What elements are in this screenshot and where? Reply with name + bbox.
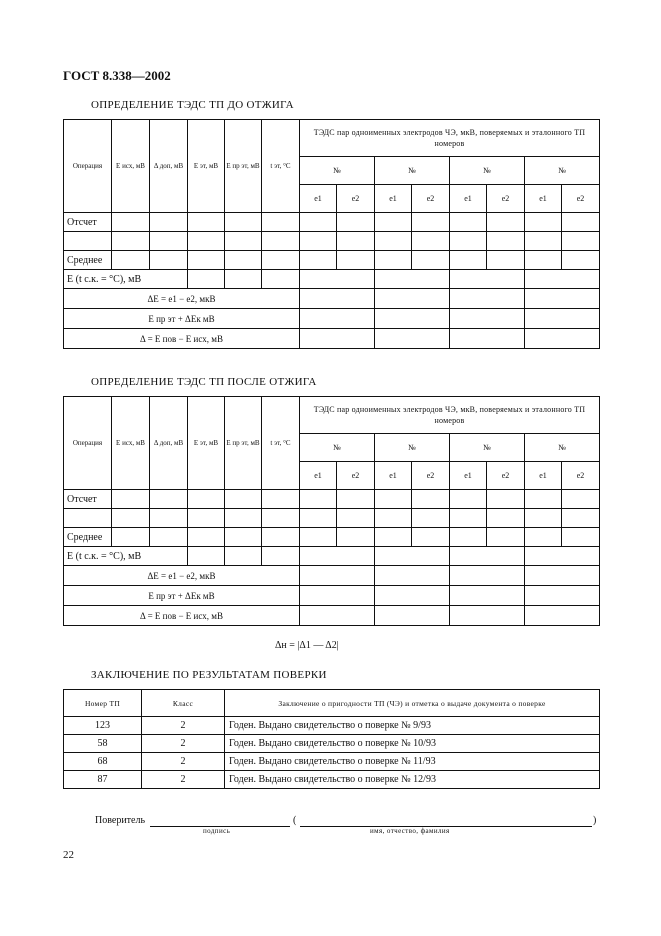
tp-number: 123: [64, 717, 142, 735]
table1-title: ОПРЕДЕЛЕНИЕ ТЭДС ТП ДО ОТЖИГА: [91, 99, 294, 111]
data-cell[interactable]: [487, 232, 525, 251]
conclusion-title: ЗАКЛЮЧЕНИЕ ПО РЕЗУЛЬТАТАМ ПОВЕРКИ: [91, 669, 327, 681]
data-cell[interactable]: [450, 251, 487, 270]
data-cell[interactable]: [525, 509, 562, 528]
header-e2: e2: [337, 185, 375, 213]
header-no: №: [300, 434, 375, 462]
data-cell[interactable]: [300, 329, 375, 349]
header-operation: Операция: [64, 120, 112, 213]
data-cell[interactable]: [562, 509, 600, 528]
tedc-after-annealing-table: [63, 396, 600, 626]
data-cell[interactable]: [562, 213, 600, 232]
data-cell[interactable]: [525, 270, 600, 289]
data-cell[interactable]: [450, 606, 525, 626]
data-cell[interactable]: [300, 251, 337, 270]
data-cell[interactable]: [375, 270, 450, 289]
data-cell[interactable]: [450, 213, 487, 232]
tp-number: 58: [64, 735, 142, 753]
formula-delta: Δ = E пов − E исх, мВ: [64, 329, 300, 349]
header-e2: e2: [337, 462, 375, 490]
data-cell[interactable]: [562, 528, 600, 547]
header-e-ishx: E исх, мВ: [112, 397, 150, 490]
data-cell[interactable]: [450, 586, 525, 606]
data-cell[interactable]: [188, 251, 225, 270]
data-cell[interactable]: [188, 213, 225, 232]
data-cell[interactable]: [412, 528, 450, 547]
data-cell[interactable]: [412, 213, 450, 232]
data-cell[interactable]: [487, 490, 525, 509]
data-cell[interactable]: [300, 232, 337, 251]
table2-title: ОПРЕДЕЛЕНИЕ ТЭДС ТП ПОСЛЕ ОТЖИГА: [91, 376, 317, 388]
data-cell[interactable]: [487, 213, 525, 232]
tp-class: 2: [142, 717, 225, 735]
data-cell[interactable]: [262, 490, 300, 509]
data-cell[interactable]: [112, 509, 150, 528]
table-row: [64, 717, 600, 735]
header-no: №: [375, 434, 450, 462]
signer-label: Поверитель: [95, 815, 146, 826]
data-cell[interactable]: [337, 251, 375, 270]
header-e1: e1: [300, 462, 337, 490]
data-cell[interactable]: [188, 509, 225, 528]
header-e-np: E пр эт, мВ: [225, 397, 262, 490]
header-e1: e1: [525, 462, 562, 490]
tp-number: 87: [64, 771, 142, 789]
data-cell[interactable]: [450, 509, 487, 528]
data-cell[interactable]: [150, 509, 188, 528]
tp-class: 2: [142, 771, 225, 789]
data-cell[interactable]: [262, 232, 300, 251]
header-e2: e2: [487, 462, 525, 490]
data-cell[interactable]: [262, 528, 300, 547]
row-label-e-line: E (t с.к. = °С), мВ: [64, 547, 188, 566]
tp-class: 2: [142, 753, 225, 771]
data-cell[interactable]: [375, 329, 450, 349]
header-e1: e1: [300, 185, 337, 213]
formula-delta-e: ΔE = e1 − e2, мкВ: [64, 566, 300, 586]
row-label-average: Среднее: [64, 251, 112, 270]
data-cell[interactable]: [412, 251, 450, 270]
data-cell[interactable]: [450, 309, 525, 329]
header-e1: e1: [375, 185, 412, 213]
conclusion-header-text: Заключение о пригодности ТП (ЧЭ) и отметка о выдаче документа о поверке: [225, 690, 600, 717]
data-cell[interactable]: [188, 490, 225, 509]
header-e2: e2: [562, 462, 600, 490]
data-cell[interactable]: [525, 566, 600, 586]
data-cell[interactable]: [562, 490, 600, 509]
header-e-et: E эт, мВ: [188, 120, 225, 213]
data-cell[interactable]: [412, 509, 450, 528]
data-cell[interactable]: [150, 251, 188, 270]
data-cell[interactable]: [300, 566, 375, 586]
data-cell[interactable]: [450, 232, 487, 251]
table-row: [64, 753, 600, 771]
data-cell[interactable]: [375, 566, 450, 586]
data-cell[interactable]: [412, 232, 450, 251]
data-cell[interactable]: [225, 509, 262, 528]
data-cell[interactable]: [112, 213, 150, 232]
data-cell[interactable]: [300, 509, 337, 528]
data-cell[interactable]: [337, 213, 375, 232]
delta-n-formula: Δн = |Δ1 — Δ2|: [275, 640, 339, 651]
header-e1: e1: [450, 462, 487, 490]
data-cell[interactable]: [225, 232, 262, 251]
data-cell[interactable]: [337, 509, 375, 528]
data-cell[interactable]: [525, 329, 600, 349]
data-cell[interactable]: [525, 528, 562, 547]
header-no: №: [300, 157, 375, 185]
data-cell[interactable]: [375, 490, 412, 509]
header-e2: e2: [562, 185, 600, 213]
data-cell[interactable]: [300, 213, 337, 232]
data-cell[interactable]: [525, 309, 600, 329]
data-cell[interactable]: [225, 490, 262, 509]
data-cell[interactable]: [525, 606, 600, 626]
data-cell[interactable]: [188, 528, 225, 547]
data-cell[interactable]: [375, 528, 412, 547]
data-cell[interactable]: [525, 289, 600, 309]
data-cell[interactable]: [562, 251, 600, 270]
header-e-ishx: E исх, мВ: [112, 120, 150, 213]
data-cell[interactable]: [375, 289, 450, 309]
data-cell[interactable]: [262, 270, 300, 289]
data-cell[interactable]: [525, 213, 562, 232]
data-cell[interactable]: [375, 509, 412, 528]
data-cell[interactable]: [450, 329, 525, 349]
header-e2: e2: [412, 462, 450, 490]
tp-class: 2: [142, 735, 225, 753]
row-label-average: Среднее: [64, 528, 112, 547]
formula-e-np: E пр эт + ΔEк мВ: [64, 586, 300, 606]
data-cell[interactable]: [525, 586, 600, 606]
data-cell[interactable]: [450, 490, 487, 509]
data-cell[interactable]: [412, 490, 450, 509]
data-cell[interactable]: [300, 490, 337, 509]
tedc-before-annealing-table: [63, 119, 600, 349]
data-cell[interactable]: [64, 232, 112, 251]
data-cell[interactable]: [487, 528, 525, 547]
header-e1: e1: [450, 185, 487, 213]
header-e1: e1: [375, 462, 412, 490]
data-cell[interactable]: [150, 213, 188, 232]
header-delta-dop: Δ доп, мВ: [150, 397, 188, 490]
tp-conclusion: Годен. Выдано свидетельство о поверке № 9/93: [225, 717, 600, 735]
data-cell[interactable]: [188, 547, 225, 566]
data-cell[interactable]: [225, 270, 262, 289]
header-e-np: E пр эт, мВ: [225, 120, 262, 213]
tp-number: 68: [64, 753, 142, 771]
data-cell[interactable]: [450, 566, 525, 586]
data-cell[interactable]: [225, 547, 262, 566]
conclusion-table: [63, 689, 600, 789]
row-label-e-line: E (t с.к. = °С), мВ: [64, 270, 188, 289]
data-cell[interactable]: [188, 232, 225, 251]
data-cell[interactable]: [300, 289, 375, 309]
conclusion-header-class: Класс: [142, 690, 225, 717]
data-cell[interactable]: [300, 547, 375, 566]
data-cell[interactable]: [112, 251, 150, 270]
data-cell[interactable]: [150, 490, 188, 509]
tp-conclusion: Годен. Выдано свидетельство о поверке № 11/93: [225, 753, 600, 771]
data-cell[interactable]: [487, 251, 525, 270]
header-no: №: [525, 434, 600, 462]
formula-e-np: E пр эт + ΔEк мВ: [64, 309, 300, 329]
header-tedc: ТЭДС пар одноименных электродов ЧЭ, мкВ, поверяемых и эталонного ТП номеров: [300, 120, 600, 157]
header-no: №: [450, 434, 525, 462]
data-cell[interactable]: [225, 213, 262, 232]
data-cell[interactable]: [375, 606, 450, 626]
data-cell[interactable]: [225, 251, 262, 270]
header-e2: e2: [412, 185, 450, 213]
conclusion-header-number: Номер ТП: [64, 690, 142, 717]
data-cell[interactable]: [112, 490, 150, 509]
page-number: 22: [63, 849, 74, 861]
full-name-caption: имя, отчество, фамилия: [370, 827, 450, 835]
data-cell[interactable]: [375, 586, 450, 606]
data-cell[interactable]: [525, 232, 562, 251]
formula-delta-e: ΔE = e1 − e2, мкВ: [64, 289, 300, 309]
data-cell[interactable]: [300, 270, 375, 289]
data-cell[interactable]: [375, 547, 450, 566]
data-cell[interactable]: [150, 528, 188, 547]
row-label-reading: Отсчет: [64, 213, 112, 232]
data-cell[interactable]: [188, 270, 225, 289]
data-cell[interactable]: [300, 606, 375, 626]
row-label-reading: Отсчет: [64, 490, 112, 509]
data-cell[interactable]: [337, 528, 375, 547]
tp-conclusion: Годен. Выдано свидетельство о поверке № 10/93: [225, 735, 600, 753]
formula-delta: Δ = E пов − E исх, мВ: [64, 606, 300, 626]
header-e2: e2: [487, 185, 525, 213]
data-cell[interactable]: [562, 232, 600, 251]
data-cell[interactable]: [300, 309, 375, 329]
data-cell[interactable]: [262, 509, 300, 528]
signature-caption: подпись: [203, 827, 231, 835]
data-cell[interactable]: [300, 528, 337, 547]
data-cell[interactable]: [112, 528, 150, 547]
data-cell[interactable]: [375, 213, 412, 232]
data-cell[interactable]: [225, 528, 262, 547]
data-cell[interactable]: [262, 213, 300, 232]
data-cell[interactable]: [375, 232, 412, 251]
header-no: №: [450, 157, 525, 185]
data-cell[interactable]: [337, 232, 375, 251]
data-cell[interactable]: [262, 251, 300, 270]
header-operation: Операция: [64, 397, 112, 490]
data-cell[interactable]: [525, 490, 562, 509]
header-tedc: ТЭДС пар одноименных электродов ЧЭ, мкВ, поверяемых и эталонного ТП номеров: [300, 397, 600, 434]
data-cell[interactable]: [450, 528, 487, 547]
header-no: №: [525, 157, 600, 185]
table-row: [64, 771, 600, 789]
data-cell[interactable]: [525, 251, 562, 270]
data-cell[interactable]: [150, 232, 188, 251]
data-cell[interactable]: [64, 509, 112, 528]
header-no: №: [375, 157, 450, 185]
table-row: [64, 735, 600, 753]
data-cell[interactable]: [300, 586, 375, 606]
data-cell[interactable]: [337, 490, 375, 509]
data-cell[interactable]: [375, 309, 450, 329]
data-cell[interactable]: [375, 251, 412, 270]
data-cell[interactable]: [112, 232, 150, 251]
data-cell[interactable]: [450, 270, 525, 289]
header-t-et: t эт, °С: [262, 397, 300, 490]
document-id: ГОСТ 8.338—2002: [63, 68, 171, 83]
data-cell[interactable]: [487, 509, 525, 528]
open-paren: (: [293, 815, 297, 826]
header-delta-dop: Δ доп, мВ: [150, 120, 188, 213]
data-cell[interactable]: [450, 547, 525, 566]
close-paren: ): [593, 815, 597, 826]
tp-conclusion: Годен. Выдано свидетельство о поверке № 12/93: [225, 771, 600, 789]
data-cell[interactable]: [450, 289, 525, 309]
data-cell[interactable]: [262, 547, 300, 566]
header-e-et: E эт, мВ: [188, 397, 225, 490]
data-cell[interactable]: [525, 547, 600, 566]
header-e1: e1: [525, 185, 562, 213]
header-t-et: t эт, °С: [262, 120, 300, 213]
